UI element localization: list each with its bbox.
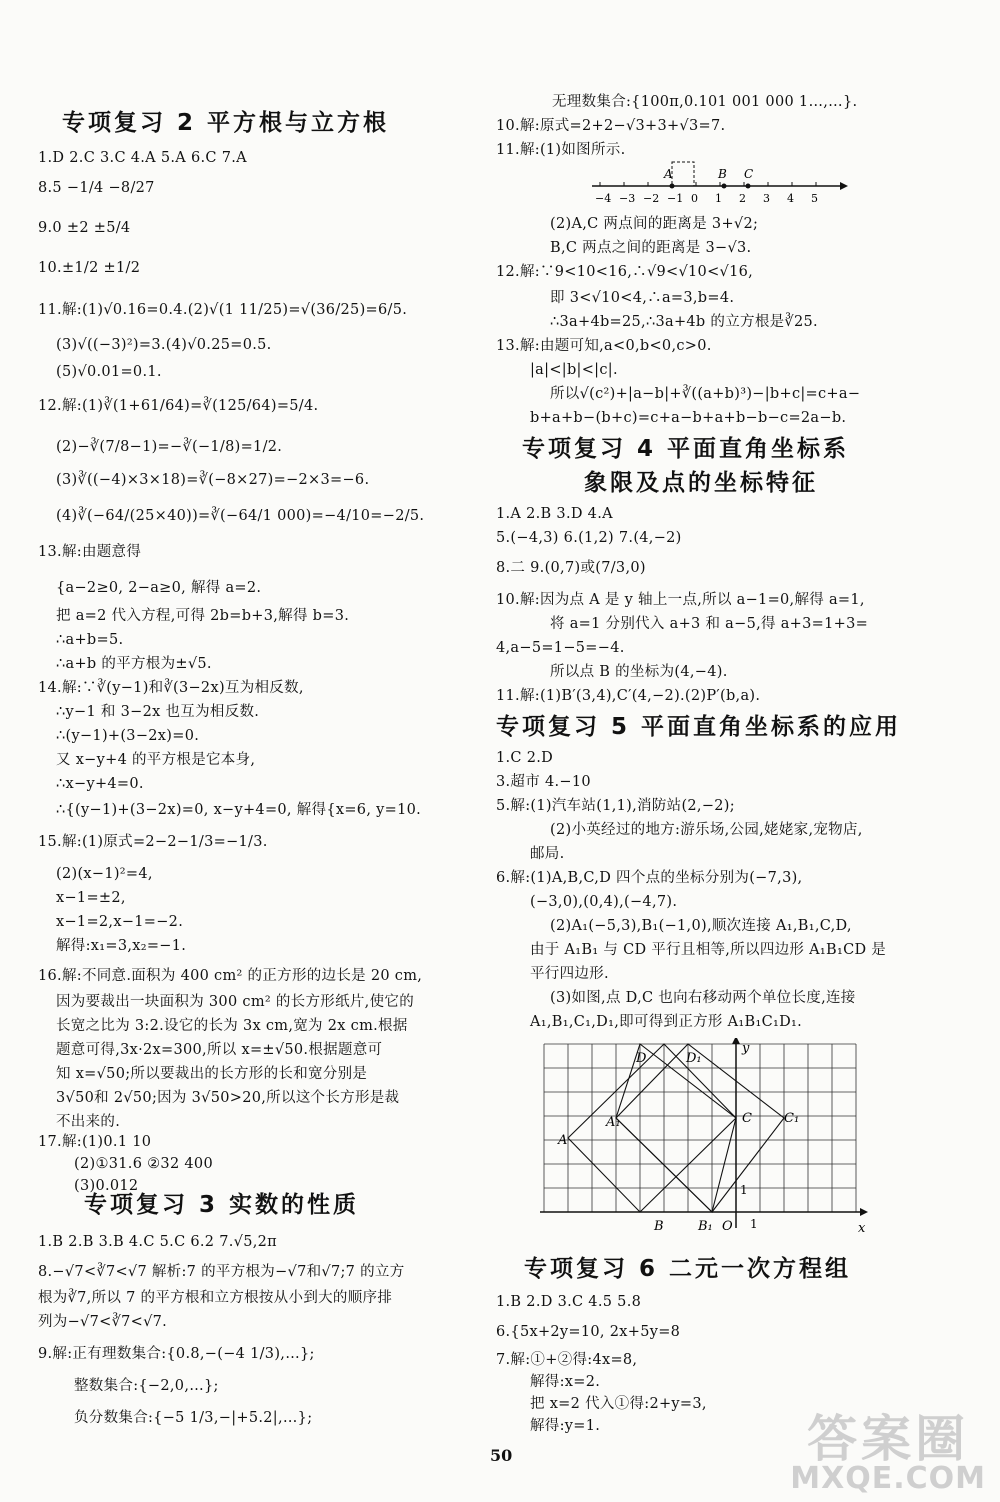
text-line: 11.解:(1)如图所示. (496, 142, 626, 158)
text-line: (2)(x−1)²=4, (56, 866, 153, 882)
text-line: 11.解:(1)B′(3,4),C′(4,−2).(2)P′(b,a). (496, 688, 761, 704)
text-line: 不出来的. (56, 1114, 121, 1130)
text-line: {a−2≥0, 2−a≥0, 解得 a=2. (56, 580, 262, 596)
text-line: ∴a+b 的平方根为±√5. (56, 656, 212, 672)
grid-label-x-axis: x (858, 1221, 866, 1236)
text-line: 把 x=2 代入①得:2+y=3, (530, 1396, 707, 1412)
text-line: ∴3a+4b=25,∴3a+4b 的立方根是∛25. (550, 314, 818, 330)
text-line: 1.D 2.C 3.C 4.A 5.A 6.C 7.A (38, 150, 247, 166)
text-line: 5.(−4,3) 6.(1,2) 7.(4,−2) (496, 530, 682, 546)
point-label-b: B (718, 167, 727, 181)
text-line: (2)小英经过的地方:游乐场,公园,姥姥家,宠物店, (550, 822, 863, 838)
text-line: 解得:x=2. (530, 1374, 601, 1390)
text-line: 负分数集合:{−5 1/3,−|+5.2|,…}; (74, 1410, 313, 1426)
point-label-a: A (664, 167, 673, 181)
page-number: 50 (490, 1446, 513, 1465)
text-line: x−1=2,x−1=−2. (56, 914, 184, 930)
text-line: 13.解:由题意得 (38, 544, 142, 560)
text-line: 3.超市 4.−10 (496, 774, 591, 790)
text-line: 16.解:不同意.面积为 400 cm² 的正方形的边长是 20 cm, (38, 968, 423, 984)
text-line: 所以√(c²)+|a−b|+∛((a+b)³)−|b+c|=c+a− (550, 386, 861, 402)
text-line: 10.解:因为点 A 是 y 轴上一点,所以 a−1=0,解得 a=1, (496, 592, 865, 608)
text-line: (3)√((−3)²)=3.(4)√0.25=0.5. (56, 337, 272, 353)
section-heading: 专项复习 2 平方根与立方根 (62, 110, 390, 136)
text-line: B,C 两点之间的距离是 3−√3. (550, 240, 752, 256)
text-line: 列为−√7<∛7<√7. (38, 1314, 168, 1330)
text-line: ∴{(y−1)+(3−2x)=0, x−y+4=0, 解得{x=6, y=10. (56, 802, 422, 818)
text-line: 邮局. (530, 846, 565, 862)
text-line: 长宽之比为 3:2.设它的长为 3x cm,宽为 2x cm.根据 (56, 1018, 408, 1034)
text-line: ∴a+b=5. (56, 632, 124, 648)
grid-label-one-x: 1 (750, 1217, 758, 1231)
text-line: 1.B 2.B 3.B 4.C 5.C 6.2 7.√5,2π (38, 1234, 278, 1250)
text-line: (3)∛((−4)×3×18)=∛(−8×27)=−2×3=−6. (56, 472, 370, 488)
text-line: (5)√0.01=0.1. (56, 364, 162, 380)
text-line: b+a+b−(b+c)=c+a−b+a+b−b−c=2a−b. (530, 410, 847, 426)
number-line-tick-label: 4 (787, 192, 794, 205)
text-line: 将 a=1 分别代入 a+3 和 a−5,得 a+3=1+3= (550, 616, 869, 632)
text-line: 8.5 −1/4 −8/27 (38, 180, 155, 196)
text-line: 11.解:(1)√0.16=0.4.(2)√(1 11/25)=√(36/25)=6/5. (38, 302, 408, 318)
text-line: A₁,B₁,C₁,D₁,即可得到正方形 A₁B₁C₁D₁. (530, 1014, 803, 1030)
number-line-tick-label: 2 (739, 192, 746, 205)
text-line: 8.二 9.(0,7)或(7/3,0) (496, 560, 646, 576)
section-heading: 专项复习 3 实数的性质 (84, 1192, 360, 1218)
text-line: (−3,0),(0,4),(−4,7). (530, 894, 678, 910)
grid-label-a: A (558, 1133, 568, 1148)
text-line: 解得:y=1. (530, 1418, 601, 1434)
grid-label-d: D (636, 1051, 647, 1066)
point-label-c: C (744, 167, 754, 181)
text-line: x−1=±2, (56, 890, 126, 906)
number-line-tick-label: 1 (715, 192, 722, 205)
number-line-tick-label: −3 (619, 192, 636, 205)
text-line: |a|<|b|<|c|. (530, 362, 618, 378)
number-line-tick-label: −4 (595, 192, 612, 205)
grid-label-d1: D₁ (686, 1051, 702, 1066)
text-line: 9.解:正有理数集合:{0.8,−(−4 1/3),…}; (38, 1346, 315, 1362)
watermark-line-2: MXQE.COM (790, 1461, 986, 1496)
text-line: 解得:x₁=3,x₂=−1. (56, 938, 187, 954)
text-line: 所以点 B 的坐标为(4,−4). (550, 664, 728, 680)
number-line-tick-label: 0 (691, 192, 698, 205)
section-heading: 专项复习 5 平面直角坐标系的应用 (496, 714, 902, 740)
text-line: 6.解:(1)A,B,C,D 四个点的坐标分别为(−7,3), (496, 870, 803, 886)
text-line: (2)A₁(−5,3),B₁(−1,0),顺次连接 A₁,B₁,C,D, (550, 918, 852, 934)
text-line: (2)−∛(7/8−1)=−∛(−1/8)=1/2. (56, 439, 283, 455)
grid-label-b1: B₁ (698, 1219, 713, 1234)
grid-label-one-y: 1 (740, 1183, 748, 1197)
number-line-tick-label: 3 (763, 192, 770, 205)
text-line: 4,a−5=1−5=−4. (496, 640, 625, 656)
text-line: 12.解:∵9<10<16,∴√9<√10<√16, (496, 264, 754, 280)
text-line: 整数集合:{−2,0,…}; (74, 1378, 219, 1394)
text-line: 17.解:(1)0.1 10 (38, 1134, 152, 1150)
text-line: 10.解:原式=2+2−√3+3+√3=7. (496, 118, 726, 134)
grid-label-a1: A₁ (606, 1115, 621, 1130)
number-line-tick-label: −1 (667, 192, 684, 205)
text-line: 又 x−y+4 的平方根是它本身, (56, 752, 256, 768)
watermark-line-1: 答案圈 (807, 1410, 970, 1468)
grid-label-c: C (742, 1111, 752, 1126)
text-line: 无理数集合:{100π,0.101 001 000 1…,…}. (552, 94, 858, 110)
text-line: 由于 A₁B₁ 与 CD 平行且相等,所以四边形 A₁B₁CD 是 (530, 942, 887, 958)
text-line: (2)①31.6 ②32 400 (74, 1156, 213, 1172)
grid-label-b: B (654, 1219, 664, 1234)
number-line-tick-label: 5 (811, 192, 818, 205)
grid-label-y-axis: y (742, 1041, 750, 1056)
text-line: ∴(y−1)+(3−2x)=0. (56, 728, 200, 744)
text-line: 平行四边形. (530, 966, 609, 982)
text-line: 14.解:∵∛(y−1)和∛(3−2x)互为相反数, (38, 680, 304, 696)
text-line: (2)A,C 两点间的距离是 3+√2; (550, 216, 759, 232)
text-line: 知 x=√50;所以要裁出的长方形的长和宽分别是 (56, 1066, 368, 1082)
number-line-tick-label: −2 (643, 192, 660, 205)
text-line: (4)∛(−64/(25×40))=∛(−64/1 000)=−4/10=−2/5. (56, 508, 425, 524)
text-line: 把 a=2 代入方程,可得 2b=b+3,解得 b=3. (56, 608, 350, 624)
text-line: (3)如图,点 D,C 也向右移动两个单位长度,连接 (550, 990, 856, 1006)
text-line: 题意可得,3x·2x=300,所以 x=±√50.根据题意可 (56, 1042, 383, 1058)
text-line: 即 3<√10<4,∴a=3,b=4. (550, 290, 735, 306)
text-line: 7.解:①+②得:4x=8, (496, 1352, 638, 1368)
section-heading: 专项复习 6 二元一次方程组 (524, 1256, 852, 1282)
watermark-logo (790, 1410, 986, 1496)
text-line: 1.A 2.B 3.D 4.A (496, 506, 613, 522)
number-line-figure (590, 158, 850, 208)
section-heading: 象限及点的坐标特征 (584, 470, 818, 496)
text-line: 根为∛7,所以 7 的平方根和立方根按从小到大的顺序排 (38, 1290, 393, 1306)
grid-label-origin: O (722, 1219, 733, 1234)
text-line: 13.解:由题可知,a<0,b<0,c>0. (496, 338, 712, 354)
text-line: 12.解:(1)∛(1+61/64)=∛(125/64)=5/4. (38, 398, 319, 414)
text-line: 10.±1/2 ±1/2 (38, 260, 141, 276)
text-line: 9.0 ±2 ±5/4 (38, 220, 131, 236)
text-line: 6.{5x+2y=10, 2x+5y=8 (496, 1324, 681, 1340)
text-line: ∴y−1 和 3−2x 也互为相反数. (56, 704, 260, 720)
coordinate-grid-figure (540, 1038, 880, 1238)
text-line: 1.C 2.D (496, 750, 554, 766)
text-line: 1.B 2.D 3.C 4.5 5.8 (496, 1294, 642, 1310)
text-line: 5.解:(1)汽车站(1,1),消防站(2,−2); (496, 798, 735, 814)
section-heading: 专项复习 4 平面直角坐标系 (522, 436, 850, 462)
text-line: (3)0.012 (74, 1178, 139, 1194)
grid-label-c1: C₁ (784, 1111, 800, 1126)
text-line: 8.−√7<∛7<√7 解析:7 的平方根为−√7和√7;7 的立方 (38, 1264, 405, 1280)
text-line: 3√50和 2√50;因为 3√50>20,所以这个长方形是裁 (56, 1090, 400, 1106)
text-line: 因为要裁出一块面积为 300 cm² 的长方形纸片,使它的 (56, 994, 414, 1010)
text-line: ∴x−y+4=0. (56, 776, 144, 792)
text-line: 15.解:(1)原式=2−2−1/3=−1/3. (38, 834, 268, 850)
